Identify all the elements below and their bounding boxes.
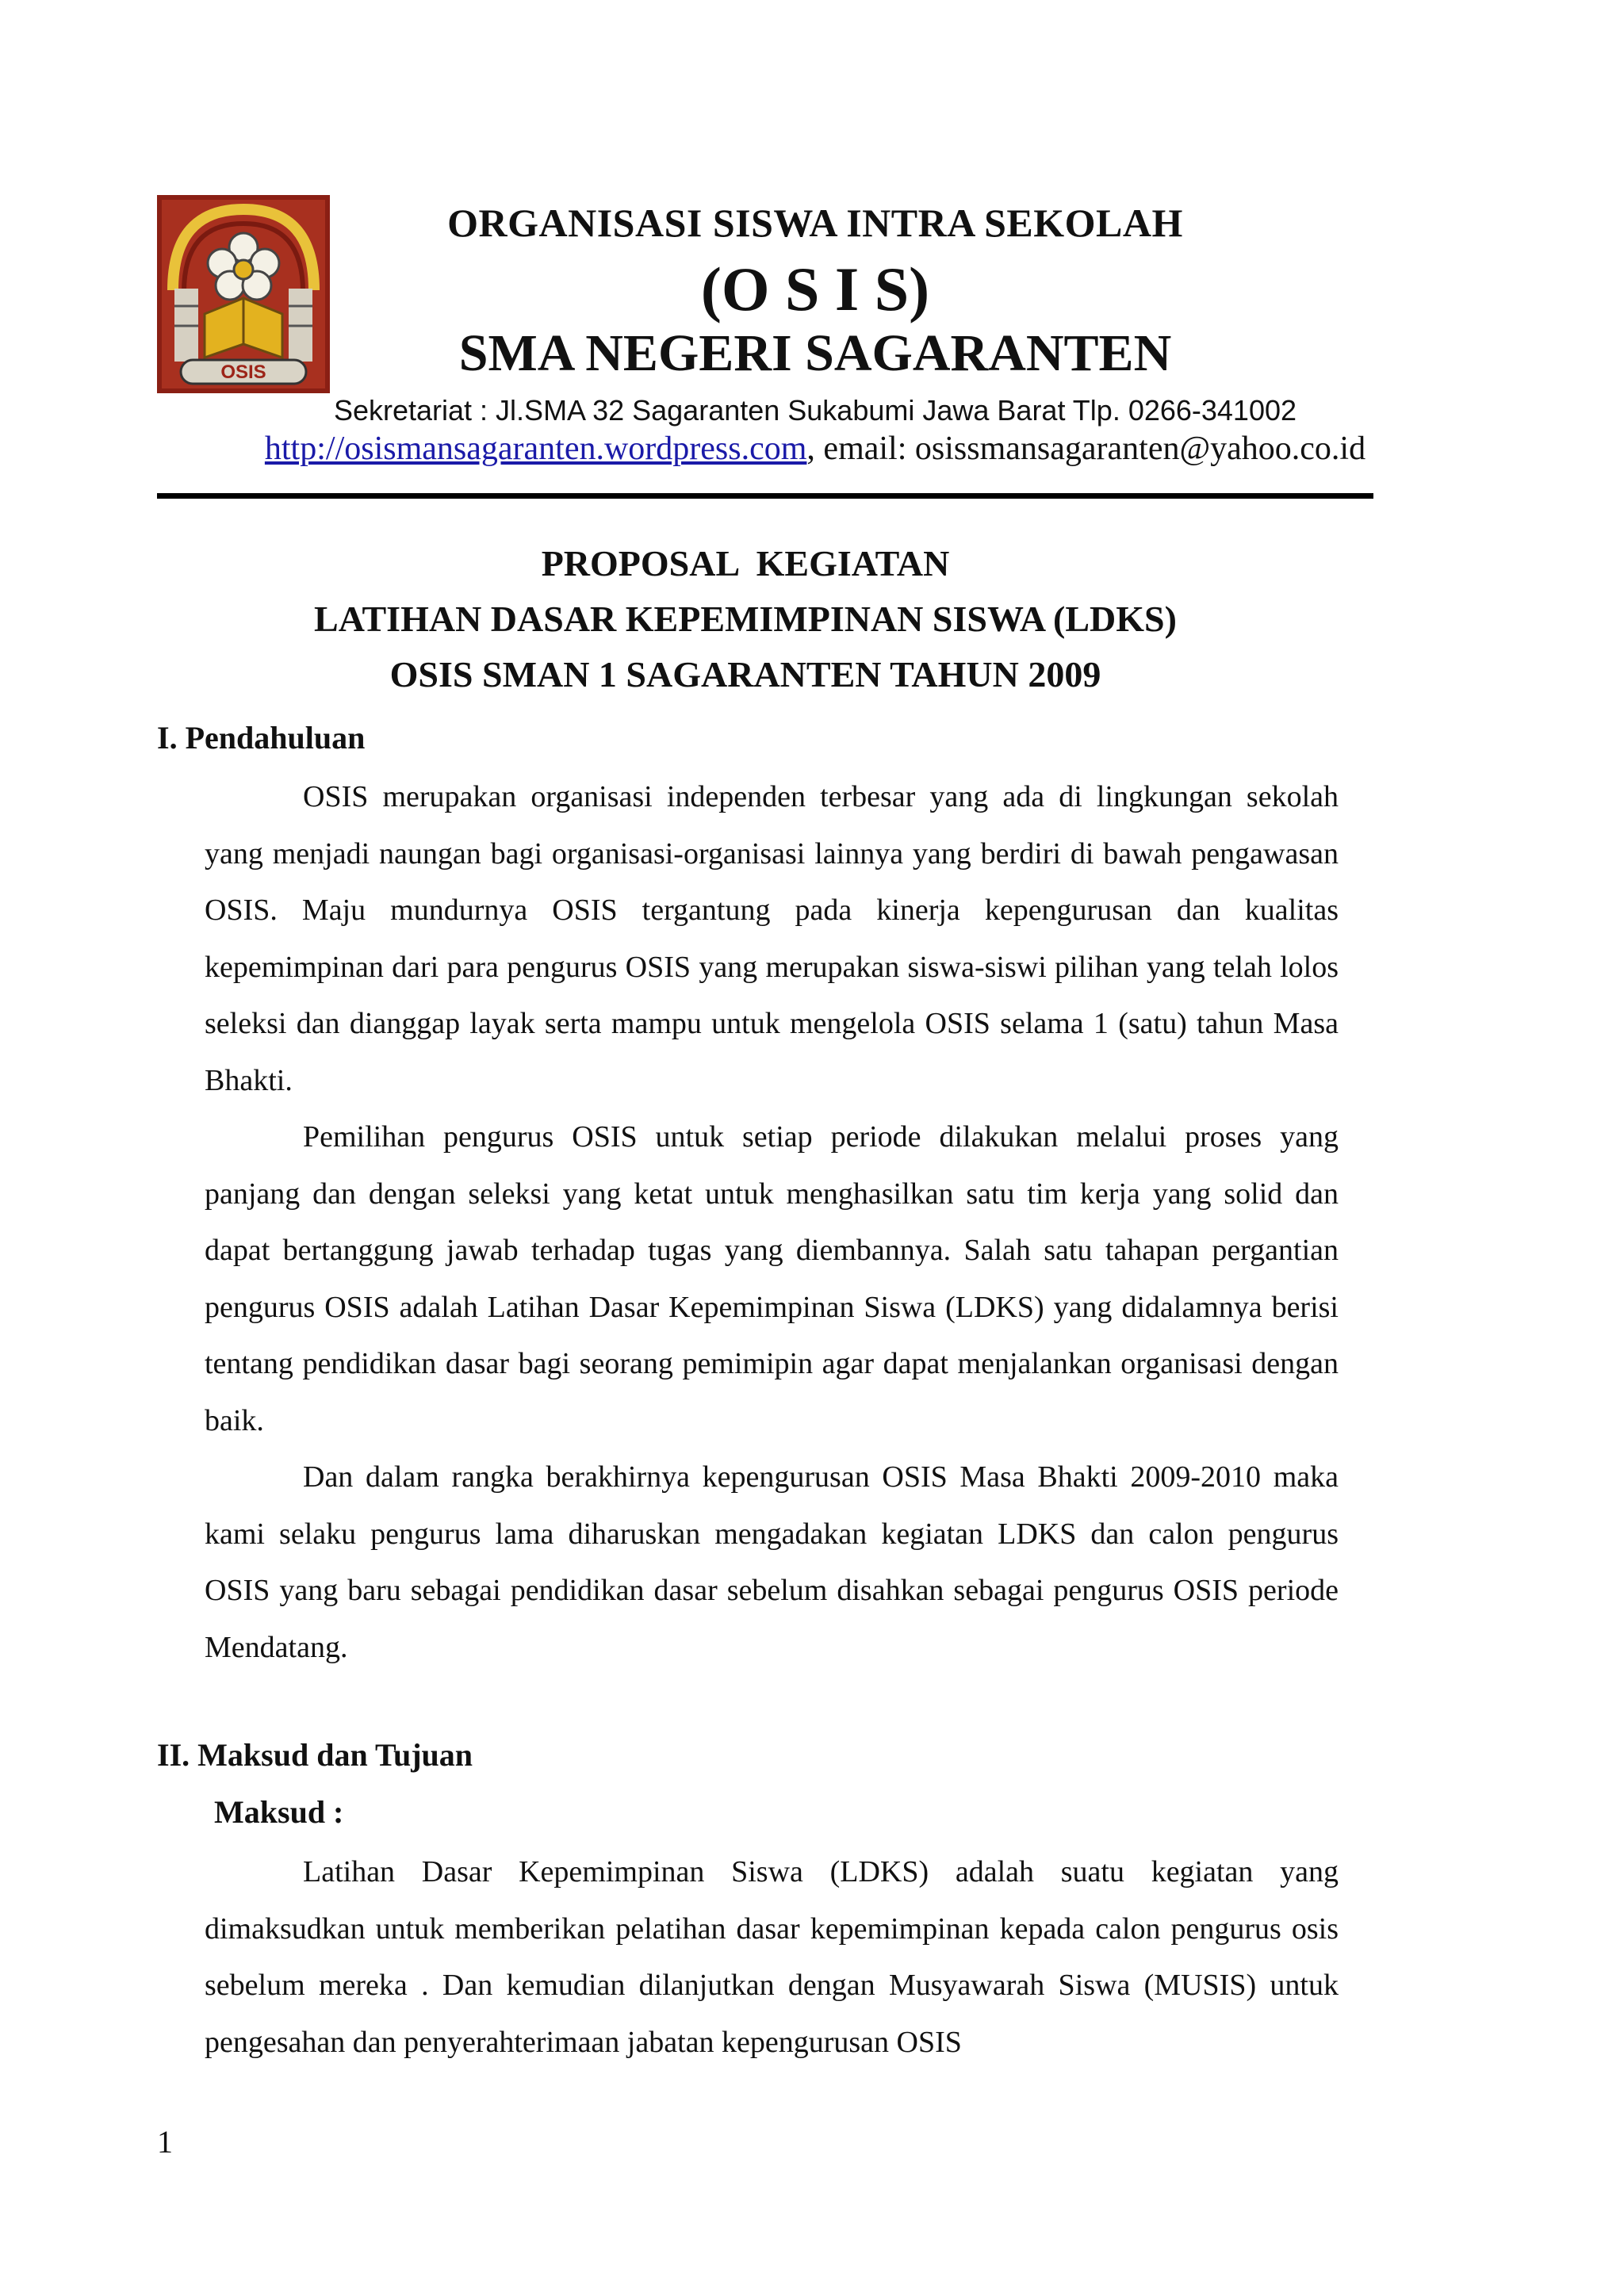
- school-name: SMA NEGERI SAGARANTEN: [458, 324, 1172, 382]
- website-link[interactable]: http://osismansagaranten.wordpress.com: [264, 430, 807, 467]
- paragraph-4: Latihan Dasar Kepemimpinan Siswa (LDKS) adalah suatu kegiatan yang dimaksudkan untuk memberikan pelatihan dasar kepemimpinan kepada calon pengurus osis sebelum mereka . Dan kemudian dilanjutkan dengan Musyawarah Siswa (MUSIS) untuk pengesahan dan penyerahterimaan jabatan kepengurusan OSIS: [205, 1855, 1339, 2059]
- title-line-3: OSIS SMAN 1 SAGARANTEN TAHUN 2009: [389, 654, 1101, 695]
- organization-name: ORGANISASI SISWA INTRA SEKOLAH: [447, 201, 1183, 245]
- proposal-title: [157, 536, 1334, 702]
- section-heading-maksud-tujuan: II. Maksud dan Tujuan: [157, 1737, 473, 1773]
- svg-text:OSIS: OSIS: [220, 362, 266, 383]
- paragraph-2: Pemilihan pengurus OSIS untuk setiap periode dilakukan melalui proses yang panjang dan dengan seleksi yang ketat untuk menghasilkan satu tim kerja yang solid dan dapat bertanggung jawab terhadap tugas yang diembannya. Salah satu tahapan pergantian pengurus OSIS adalah Latihan Dasar Kepemimpinan Siswa (LDKS) yang didalamnya berisi tentang pendidikan dasar bagi seorang pemimipin agar dapat menjalankan organisasi dengan baik.: [205, 1120, 1339, 1437]
- osis-title: (O S I S): [700, 254, 930, 323]
- contact-line: [157, 430, 1473, 468]
- subheading-maksud: Maksud :: [214, 1794, 344, 1830]
- title-line-2: LATIHAN DASAR KEPEMIMPINAN SISWA (LDKS): [314, 599, 1177, 639]
- header-divider: [157, 493, 1373, 499]
- section-heading-pendahuluan: I. Pendahuluan: [157, 720, 366, 756]
- secretariat-address: Sekretariat : Jl.SMA 32 Sagaranten Sukabumi Jawa Barat Tlp. 0266-341002: [333, 394, 1297, 427]
- title-line-1: PROPOSAL KEGIATAN: [541, 543, 950, 584]
- page-number: 1: [157, 2124, 173, 2160]
- paragraph-1: OSIS merupakan organisasi independen terbesar yang ada di lingkungan sekolah yang menjadi naungan bagi organisasi-organisasi lainnya yang berdiri di bawah pengawasan OSIS. Maju mundurnya OSIS tergantung pada kinerja kepengurusan dan kualitas kepemimpinan dari para pengurus OSIS yang merupakan siswa-siswi pilihan yang telah lolos seleksi dan dianggap layak serta mampu untuk mengelola OSIS selama 1 (satu) tahun Masa Bhakti.: [205, 780, 1339, 1097]
- email-text: , email: osissmansagaranten@yahoo.co.id: [806, 430, 1366, 467]
- paragraph-3: Dan dalam rangka berakhirnya kepengurusan OSIS Masa Bhakti 2009-2010 maka kami selaku pengurus lama diharuskan mengadakan kegiatan LDKS dan calon pengurus OSIS yang baru sebagai pendidikan dasar sebelum disahkan sebagai pengurus OSIS periode Mendatang.: [205, 1460, 1339, 1664]
